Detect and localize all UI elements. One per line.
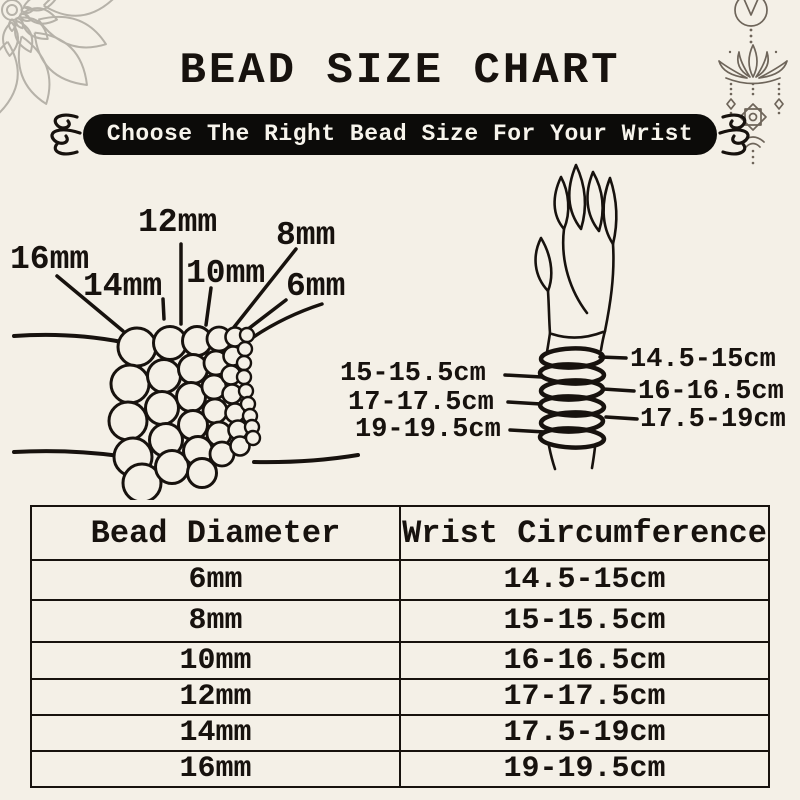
table-row (31, 560, 769, 600)
table-row (31, 679, 769, 715)
wrist-label-right-1: 14.5-15cm (630, 345, 776, 375)
bead-size-label-6mm: 6mm (286, 268, 346, 305)
bead-size-label-10mm: 10mm (186, 255, 266, 292)
wrist-bracelets (540, 347, 605, 448)
bead-diameter-cell: 10mm (31, 642, 400, 679)
wrist-circumference-cell: 14.5-15cm (400, 560, 769, 600)
wrist-label-left-3: 19-19.5cm (355, 415, 501, 445)
wrist-label-right-3: 17.5-19cm (640, 405, 786, 435)
bead-diameter-cell: 12mm (31, 679, 400, 715)
header-wrist-circumference: Wrist Circumference (400, 506, 769, 560)
page-title: BEAD SIZE CHART (179, 46, 621, 96)
bead-diameter-cell: 14mm (31, 715, 400, 751)
bead-diameter-cell: 6mm (31, 560, 400, 600)
bead-size-label-12mm: 12mm (138, 204, 218, 241)
wrist-circumference-cell: 17.5-19cm (400, 715, 769, 751)
table-row (31, 751, 769, 787)
table-row (31, 715, 769, 751)
bead-diameter-cell: 8mm (31, 600, 400, 642)
wrist-label-left-1: 15-15.5cm (340, 359, 486, 389)
wrist-circumference-cell: 17-17.5cm (400, 679, 769, 715)
banner-subtitle: Choose The Right Bead Size For Your Wrist (83, 114, 717, 155)
table-row (31, 600, 769, 642)
bead-strands (109, 327, 260, 501)
wrist-label-left-2: 17-17.5cm (348, 388, 494, 418)
wrist-circumference-cell: 19-19.5cm (400, 751, 769, 787)
bead-size-label-8mm: 8mm (276, 217, 336, 254)
bead-size-label-14mm: 14mm (83, 268, 163, 305)
wrist-circumference-cell: 16-16.5cm (400, 642, 769, 679)
bead-size-label-16mm: 16mm (10, 241, 90, 278)
header-bead-diameter: Bead Diameter (31, 506, 400, 560)
wrist-circumference-cell: 15-15.5cm (400, 600, 769, 642)
bead-diameter-cell: 16mm (31, 751, 400, 787)
bead-size-table (30, 505, 770, 788)
hand-illustration (536, 165, 617, 352)
table-row (31, 642, 769, 679)
wrist-label-right-2: 16-16.5cm (638, 377, 784, 407)
table-header-row (31, 506, 769, 560)
